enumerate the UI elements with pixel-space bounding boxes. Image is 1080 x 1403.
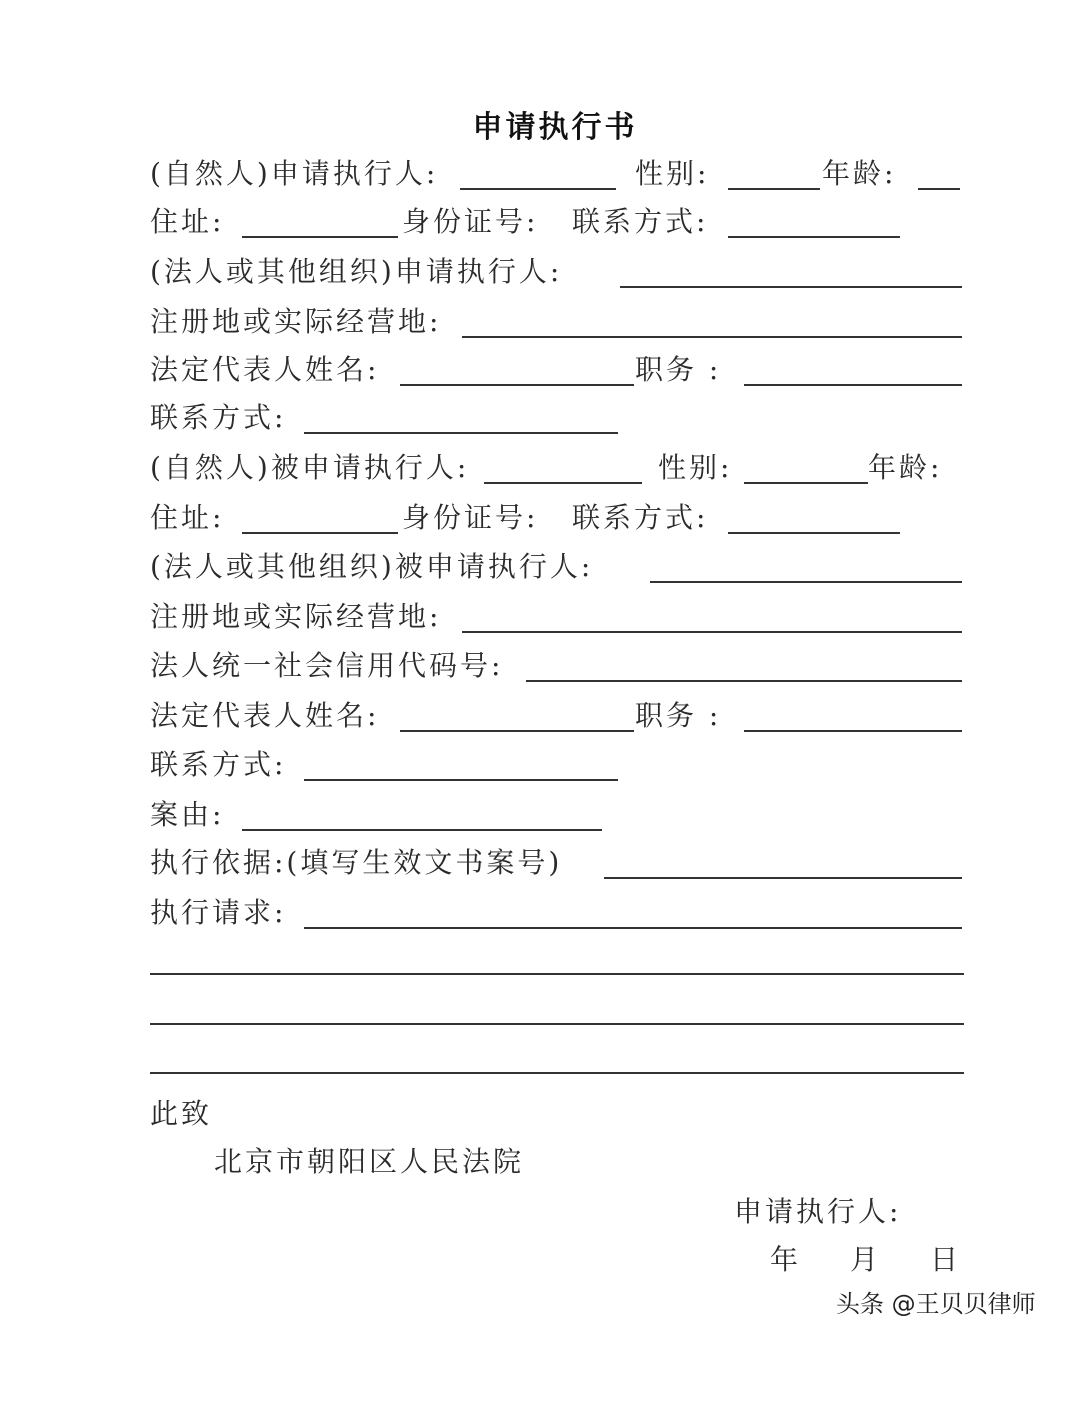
respondent-contact-field[interactable] [728,532,900,534]
applicant-rep-row [150,350,962,390]
respondent-address-row [150,498,962,538]
respondent-address-field[interactable] [242,532,398,534]
respondent-legal-contact-field[interactable] [304,779,618,781]
request-field[interactable] [304,927,962,929]
request-row [150,893,962,933]
request-label: 执行请求: [150,896,287,929]
basis-row [150,843,962,883]
respondent-legal-contact-label: 联系方式: [150,748,287,781]
id-label: 身份证号: [402,205,539,238]
respondent-id-label: 身份证号: [402,501,539,534]
respondent-credit-row [150,646,962,686]
respondent-legal-field[interactable] [650,581,962,583]
gender-label: 性别: [635,157,710,190]
applicant-legal-row [150,252,962,292]
applicant-legal-label: (法人或其他组织)申请执行人: [150,255,563,288]
respondent-natural-row [150,448,962,488]
respondent-legal-label: (法人或其他组织)被申请执行人: [150,550,594,583]
rep-label: 法定代表人姓名: [150,353,380,386]
applicant-natural-row [150,154,962,194]
applicant-legal-field[interactable] [620,286,962,288]
respondent-rep-field[interactable] [400,730,634,732]
respondent-name-field[interactable] [484,482,642,484]
contact-field[interactable] [728,236,900,238]
age-field[interactable] [918,188,960,190]
applicant-address-row [150,202,962,242]
respondent-age-label: 年龄: [868,451,943,484]
applicant-contact-row [150,398,962,438]
position-label: 职务 : [635,353,722,386]
basis-field[interactable] [604,877,962,879]
address-field[interactable] [242,236,398,238]
age-label: 年龄: [822,157,897,190]
request-line-3[interactable] [150,1023,964,1025]
rep-field[interactable] [400,384,634,386]
position-field[interactable] [744,384,962,386]
respondent-reg-row [150,597,962,637]
respondent-address-label: 住址: [150,501,225,534]
gender-field[interactable] [728,188,820,190]
respondent-reg-label: 注册地或实际经营地: [150,600,442,633]
respondent-contact-row [150,745,962,785]
reg-label: 注册地或实际经营地: [150,305,442,338]
basis-label: 执行依据:(填写生效文书案号) [150,846,563,879]
watermark: 头条 @王贝贝律师 [836,1290,1036,1318]
signature-label: 申请执行人: [734,1195,902,1228]
respondent-position-label: 职务 : [635,699,722,732]
request-line-2[interactable] [150,973,964,975]
day-label: 日 [930,1243,962,1276]
case-label: 案由: [150,798,225,831]
request-line-4[interactable] [150,1072,964,1074]
respondent-gender-label: 性别: [658,451,733,484]
credit-code-field[interactable] [526,680,962,682]
date-line [0,1238,1080,1278]
applicant-name-field[interactable] [460,188,616,190]
applicant-reg-row [150,302,962,342]
document-title: 申请执行书 [472,110,638,145]
credit-code-label: 法人统一社会信用代码号: [150,649,504,682]
respondent-legal-row [150,547,962,587]
legal-contact-field[interactable] [304,432,618,434]
court-name: 北京市朝阳区人民法院 [214,1145,525,1178]
respondent-rep-row [150,696,962,736]
respondent-natural-label: (自然人)被申请执行人: [150,451,470,484]
case-field[interactable] [242,829,602,831]
applicant-natural-label: (自然人)申请执行人: [150,157,439,190]
contact-label: 联系方式: [572,205,709,238]
case-row [150,795,962,835]
reg-field[interactable] [462,336,962,338]
respondent-reg-field[interactable] [462,631,962,633]
respondent-rep-label: 法定代表人姓名: [150,699,380,732]
year-label: 年 [770,1243,802,1276]
respondent-contact-label: 联系方式: [572,501,709,534]
respondent-position-field[interactable] [744,730,962,732]
legal-contact-label: 联系方式: [150,401,287,434]
address-label: 住址: [150,205,225,238]
respondent-gender-field[interactable] [744,482,868,484]
month-label: 月 [850,1243,882,1276]
closing-salutation: 此致 [150,1097,213,1130]
